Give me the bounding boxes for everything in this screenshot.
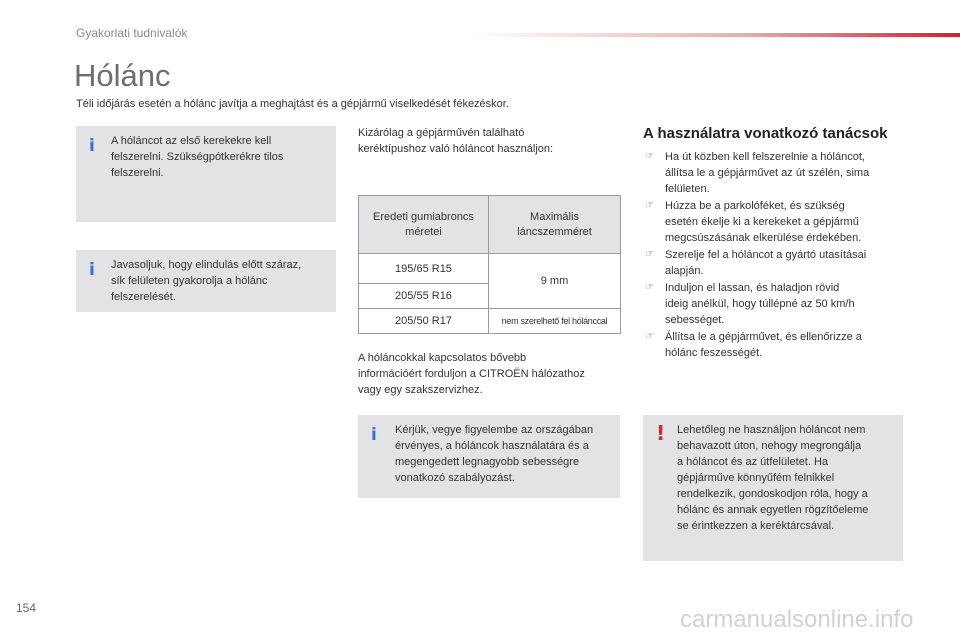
intro-text: Téli időjárás esetén a hólánc javítja a meghajtást és a gépjármű viselkedését fékezéskor. — [76, 98, 509, 110]
warning-icon: ! — [656, 421, 666, 445]
pointing-hand-icon: ☞ — [645, 200, 654, 211]
watermark: carmanualsonline.info — [680, 606, 914, 633]
tyre-type-lead-text: Kizárólag a gépjárművén található keréktípushoz való hóláncot használjon: — [358, 127, 554, 155]
list-item: ☞ Szerelje fel a hóláncot a gyártó utasításai alapján. — [645, 249, 867, 277]
info-box-practice — [76, 250, 336, 312]
info-box-text: A hóláncot az első kerekekre kell felszerelni. Szükségpótkerékre tilos felszerelni. — [111, 135, 284, 179]
usage-advice-list — [643, 149, 905, 361]
list-item: ☞ Húzza be a parkolóféket, és szükség esetén ékelje ki a kerekeket a gépjármű megcsúszásának elkerülése érdekében. — [645, 200, 862, 244]
info-icon: i — [371, 425, 377, 445]
pointing-hand-icon: ☞ — [645, 151, 654, 162]
warning-box-text: Lehetőleg ne használjon hóláncot nem behavazott úton, nehogy megrongálja a hóláncot és az útfelületet. Ha gépjárműve könnyűfém felnikkel rendelkezik, gondoskodjon róla, hogy a hólánc és annak egyetlen rögzítőeleme se érintkezzen a keréktárcsával. — [677, 424, 869, 532]
citroen-network-text: A hóláncokkal kapcsolatos bővebb információért forduljon a CITROËN hálózathoz vagy egy szakszervizhez. — [358, 352, 585, 396]
table-cell-size: 205/55 R16 — [359, 284, 489, 309]
info-box-text: Javasoljuk, hogy elindulás előtt száraz, sík felületen gyakorolja a hólánc felszerelését. — [111, 259, 302, 303]
table-cell-max: nem szerelhető fel hólánccal — [489, 309, 621, 334]
info-icon: i — [89, 136, 95, 156]
info-box-front-wheels — [76, 126, 336, 222]
table-row — [359, 254, 621, 284]
page-number: 154 — [16, 601, 37, 615]
table-header-max-link: Maximális láncszemméret — [489, 196, 621, 254]
table-cell-size: 205/50 R17 — [359, 309, 489, 334]
table-header-tyre-size: Eredeti gumiabroncs méretei — [359, 196, 489, 254]
table-row — [359, 309, 621, 334]
list-item: ☞ Induljon el lassan, és haladjon rövid ideig anélkül, hogy túllépné az 50 km/h sebességet. — [645, 282, 855, 326]
chain-size-table — [358, 195, 621, 334]
page-title: Hólánc — [74, 58, 171, 93]
list-item: ☞ Ha út közben kell felszerelnie a hóláncot, állítsa le a gépjárművet az út szélén, sima felületen. — [645, 151, 870, 195]
table-cell-max-merged: 9 mm — [489, 254, 621, 309]
table-cell-size: 195/65 R15 — [359, 254, 489, 284]
pointing-hand-icon: ☞ — [645, 331, 654, 342]
header-accent-line — [470, 33, 960, 37]
table-header-row — [359, 196, 621, 254]
pointing-hand-icon: ☞ — [645, 249, 654, 260]
pointing-hand-icon: ☞ — [645, 282, 654, 293]
warning-box-snowless-road — [643, 415, 903, 561]
info-box-text: Kérjük, vegye figyelembe az országában érvényes, a hóláncok használatára és a megengedett legnagyobb sebességre vonatkozó szabályozást. — [395, 424, 594, 484]
info-box-regulations — [358, 415, 620, 498]
usage-advice-heading: A használatra vonatkozó tanácsok — [643, 125, 888, 142]
info-icon: i — [89, 260, 95, 280]
section-header-title: Gyakorlati tudnivalók — [76, 26, 188, 40]
list-item: ☞ Állítsa le a gépjárművet, és ellenőrizze a hólánc feszességét. — [645, 331, 862, 359]
